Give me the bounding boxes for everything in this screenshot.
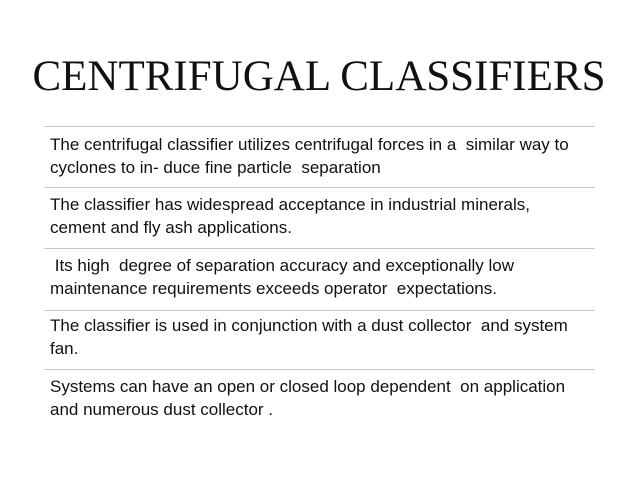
bullet-table	[44, 126, 595, 428]
slide-title: CENTRIFUGAL CLASSIFIERS	[32, 53, 606, 100]
table-row: Systems can have an open or closed loop dependent on application and numerous dust collector .	[50, 377, 570, 419]
table-row: The classifier has widespread acceptance in industrial minerals, cement and fly ash applications.	[44, 188, 595, 249]
table-row: The centrifugal classifier utilizes centrifugal forces in a similar way to cyclones to in- duce fine particle separation	[44, 127, 595, 188]
table-row: The classifier is used in conjunction with a dust collector and system fan.	[44, 311, 595, 370]
table-row: Its high degree of separation accuracy and exceptionally low maintenance requirements exceeds operator expectations.	[44, 249, 595, 311]
